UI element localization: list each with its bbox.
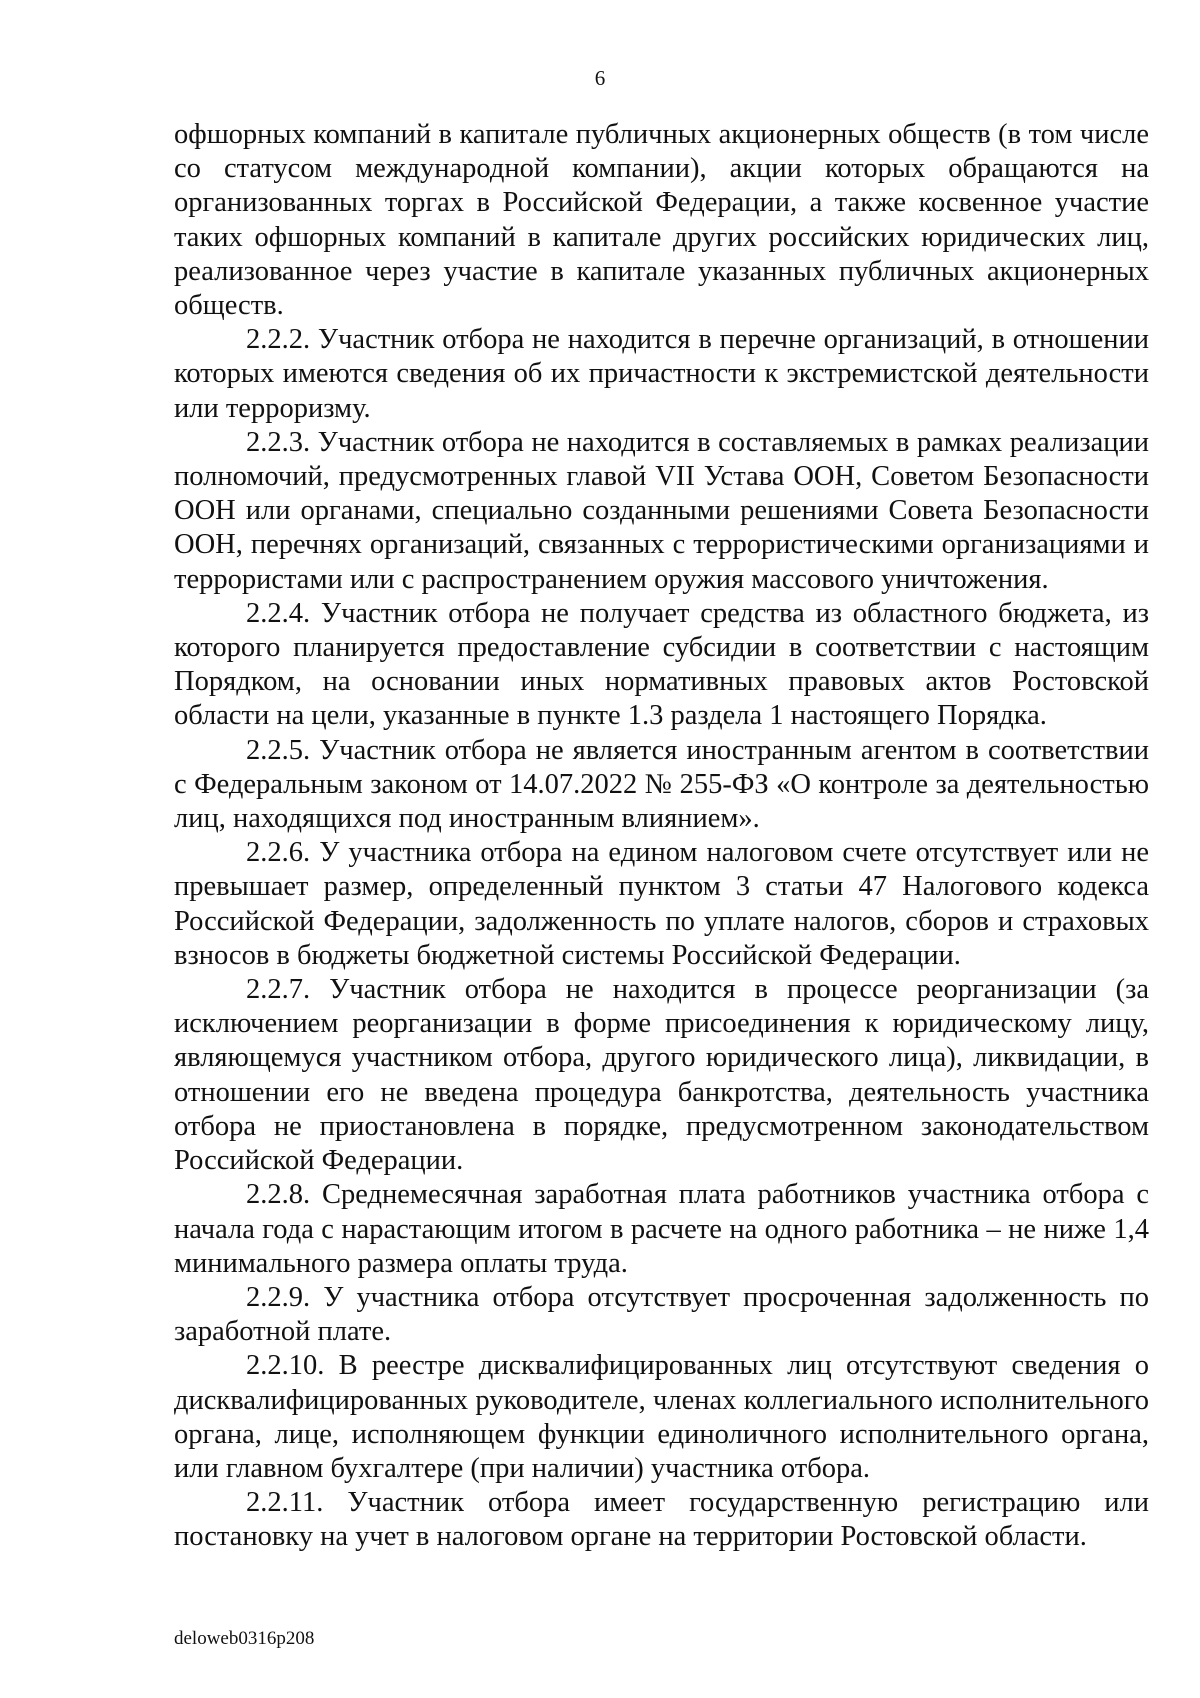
paragraph-2-2-5: 2.2.5. Участник отбора не является иностранным агентом в соответствии с Федеральным законом от 14.07.2022 № 255-ФЗ «О контроле за деятельностью лиц, находящихся под иностранным влиянием». bbox=[174, 734, 1149, 835]
paragraph-2-2-4: 2.2.4. Участник отбора не получает средства из областного бюджета, из которого планируется предоставление субсидии в соответствии с настоящим Порядком, на основании иных нормативных правовых актов Ростовской области на цели, указанные в пункте 1.3 раздела 1 настоящего Порядка. bbox=[174, 597, 1149, 732]
paragraph-2-2-7: 2.2.7. Участник отбора не находится в процессе реорганизации (за исключением реорганизации в форме присоединения к юридическому лицу, являющемуся участником отбора, другого юридического лица), ликвидации, в отношении его не введена процедура банкротства, деятельность участника отбора не приостановлена в порядке, предусмотренном законодательством Российской Федерации. bbox=[174, 974, 1149, 1177]
document-code: deloweb0316p208 bbox=[174, 1628, 315, 1649]
paragraph-2-2-6: 2.2.6. У участника отбора на едином налоговом счете отсутствует или не превышает размер, определенный пунктом 3 статьи 47 Налогового кодекса Российской Федерации, задолженность по уплате налогов, сборов и страховых взносов в бюджеты бюджетной системы Российской Федерации. bbox=[174, 837, 1149, 971]
paragraph-2-2-3: 2.2.3. Участник отбора не находится в составляемых в рамках реализации полномочий, предусмотренных главой VII Устава ООН, Советом Безопасности ООН или органами, специально созданными решениями Совета Безопасности ООН, перечнях организаций, связанных с террористическими организациями и террористами или с распространением оружия массового уничтожения. bbox=[174, 426, 1149, 595]
paragraph-2-2-8: 2.2.8. Среднемесячная заработная плата работников участника отбора с начала года с нарастающим итогом в расчете на одного работника – не ниже 1,4 минимального размера оплаты труда. bbox=[174, 1179, 1149, 1279]
paragraph-2-2-2: 2.2.2. Участник отбора не находится в перечне организаций, в отношении которых имеются сведения об их причастности к экстремистской деятельности или терроризму. bbox=[174, 324, 1149, 424]
page-number: 6 bbox=[594, 66, 606, 90]
paragraph-2-2-10: 2.2.10. В реестре дисквалифицированных лиц отсутствуют сведения о дисквалифицированных руководителе, членах коллегиального исполнительного органа, лице, исполняющем функции единоличного исполнительного органа, или главном бухгалтере (при наличии) участника отбора. bbox=[174, 1350, 1149, 1484]
paragraph-2-2-11: 2.2.11. Участник отбора имеет государственную регистрацию или постановку на учет в налоговом органе на территории Ростовской области. bbox=[174, 1487, 1149, 1553]
paragraph-continuation: офшорных компаний в капитале публичных акционерных обществ (в том числе со статусом международной компании), акции которых обращаются на организованных торгах в Российской Федерации, а также косвенное участие таких офшорных компаний в капитале других российских юридических лиц, реализованное через участие в капитале указанных публичных акционерных обществ. bbox=[174, 119, 1149, 322]
document-body bbox=[174, 118, 1149, 1555]
paragraph-2-2-9: 2.2.9. У участника отбора отсутствует просроченная задолженность по заработной плате. bbox=[174, 1281, 1149, 1348]
